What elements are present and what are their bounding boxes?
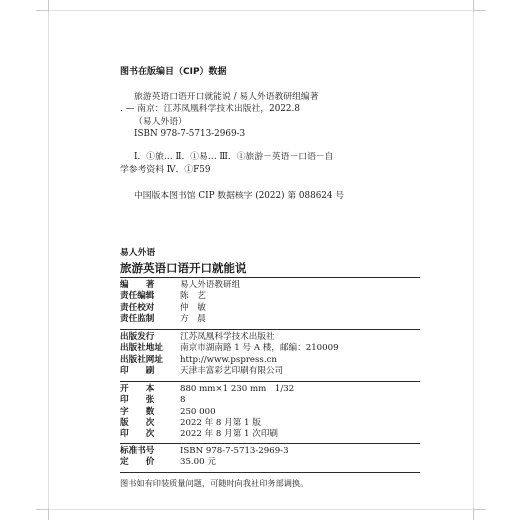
info-value: 2022 年 8 月第 1 版 xyxy=(180,417,261,428)
info-value: ISBN 978-7-5713-2969-3 xyxy=(180,446,289,456)
info-row xyxy=(120,343,420,354)
info-label: 出版社网址 xyxy=(120,354,163,365)
cip-line: （易人外语） xyxy=(134,116,187,127)
info-label: 出版社地址 xyxy=(120,343,163,354)
info-row xyxy=(120,355,420,366)
cip-line: ISBN 978-7-5713-2969-3 xyxy=(134,129,246,140)
info-value: 250 000 xyxy=(180,406,216,417)
info-row xyxy=(120,291,420,302)
info-label: 字 数 xyxy=(120,406,155,417)
info-label: 印 次 xyxy=(120,429,155,440)
info-label: 责任编辑 xyxy=(120,291,155,302)
crop-mark xyxy=(473,0,474,12)
info-value: 天津丰富彩艺印刷有限公司 xyxy=(180,365,284,376)
info-value: 880 mm×1 230 mm 1/32 xyxy=(180,384,295,394)
cip-block xyxy=(120,66,420,203)
info-row xyxy=(120,457,420,468)
book-title: 旅游英语口语开口就能说 xyxy=(120,261,247,275)
info-value: http://www.pspress.cn xyxy=(180,354,277,365)
info-row xyxy=(120,418,420,429)
info-value: 江苏凤凰科学技术出版社 xyxy=(180,332,275,342)
info-row xyxy=(120,280,420,291)
info-row xyxy=(120,303,420,314)
isbn-section xyxy=(120,446,420,469)
cip-subject-line: Ⅰ．①旅… Ⅱ．①易… Ⅲ．①旅游－英语－口语－自 xyxy=(134,151,334,162)
staff-section xyxy=(120,280,420,325)
info-value: 2022 年 8 月第 1 次印刷 xyxy=(180,429,279,440)
info-value: 8 xyxy=(180,395,186,406)
divider xyxy=(120,329,420,330)
info-value: 易人外语教研组 xyxy=(180,280,241,290)
cip-subject-line: 学参考资料 Ⅳ．①F59 xyxy=(120,164,211,175)
info-label: 编 著 xyxy=(120,280,155,290)
book-heading xyxy=(120,245,420,276)
info-value: 35.00 元 xyxy=(180,457,216,468)
info-value: 陈 艺 xyxy=(180,291,206,302)
info-row xyxy=(120,332,420,343)
quality-notice: 图书如有印装质量问题，可随时向我社印务部调换。 xyxy=(120,478,309,488)
divider xyxy=(120,277,420,278)
crop-mark xyxy=(48,508,49,520)
info-row xyxy=(120,407,420,418)
crop-mark xyxy=(36,509,48,510)
info-value: 仲 敏 xyxy=(180,302,206,313)
cip-line: . — 南京：江苏凤凰科学技术出版社，2022.8 xyxy=(120,104,300,115)
info-label: 标准书号 xyxy=(120,446,155,456)
crop-mark xyxy=(473,508,474,520)
info-label: 定 价 xyxy=(120,457,155,468)
info-value: 方 晨 xyxy=(180,313,206,324)
info-label: 责任校对 xyxy=(120,302,155,313)
info-value: 南京市湖南路 1 号 A 楼，邮编：210009 xyxy=(180,343,339,354)
info-label: 版 次 xyxy=(120,417,155,428)
info-label: 开 本 xyxy=(120,384,155,394)
divider xyxy=(120,381,420,382)
cip-line: 旅游英语口语开口就能说 / 易人外语教研组编著 xyxy=(134,91,319,102)
crop-mark xyxy=(474,509,486,510)
cip-heading: 图书在版编目（CIP）数据 xyxy=(120,67,227,77)
info-row xyxy=(120,429,420,440)
info-row xyxy=(120,446,420,457)
info-label: 出版发行 xyxy=(120,332,155,342)
printing-section xyxy=(120,384,420,440)
divider xyxy=(120,443,420,444)
crop-mark xyxy=(36,10,48,11)
info-label: 印 刷 xyxy=(120,365,155,376)
publisher-section xyxy=(120,332,420,377)
info-row xyxy=(120,314,420,325)
series-name: 易人外语 xyxy=(120,248,156,258)
crop-mark xyxy=(48,0,49,12)
info-label: 印 张 xyxy=(120,395,155,406)
divider xyxy=(120,472,420,473)
info-row xyxy=(120,384,420,395)
info-row xyxy=(120,395,420,406)
info-row xyxy=(120,366,420,377)
cip-record-number: 中国版本图书馆 CIP 数据核字 (2022) 第 088624 号 xyxy=(134,191,345,202)
info-label: 责任监制 xyxy=(120,313,155,324)
crop-mark xyxy=(474,10,486,11)
